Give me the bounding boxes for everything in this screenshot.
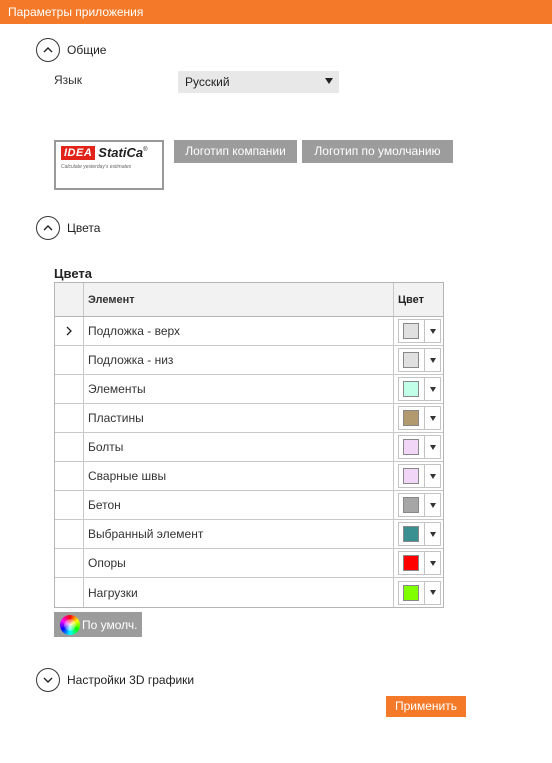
color-cell <box>394 462 443 490</box>
section-general-toggle[interactable] <box>36 38 106 62</box>
row-indicator <box>55 578 84 607</box>
color-picker-dropdown[interactable] <box>398 319 441 343</box>
colors-heading: Цвета <box>54 266 92 281</box>
color-picker-dropdown[interactable] <box>398 377 441 401</box>
company-logo-preview <box>54 140 164 190</box>
color-wheel-icon <box>60 615 80 635</box>
dropdown-arrow-icon <box>430 445 436 450</box>
window-title-bar <box>0 0 552 24</box>
row-indicator <box>55 549 84 577</box>
color-picker-dropdown[interactable] <box>398 551 441 575</box>
row-indicator <box>55 346 84 374</box>
picker-separator <box>424 582 425 604</box>
picker-separator <box>424 436 425 458</box>
color-picker-dropdown[interactable] <box>398 464 441 488</box>
column-header-color[interactable]: Цвет <box>398 293 425 306</box>
chevron-right-icon <box>65 326 73 336</box>
element-name-cell: Нагрузки <box>84 578 394 607</box>
color-cell <box>394 491 443 519</box>
color-swatch <box>403 468 419 484</box>
color-picker-dropdown[interactable] <box>398 581 441 605</box>
element-name-cell: Болты <box>84 433 394 461</box>
logo-statica-text: StatiCa <box>98 145 144 160</box>
color-swatch <box>403 497 419 513</box>
dropdown-arrow-icon <box>430 358 436 363</box>
picker-separator <box>424 320 425 342</box>
row-indicator <box>55 491 84 519</box>
logo-idea-mark: IDEA <box>61 146 95 160</box>
color-cell <box>394 375 443 403</box>
color-swatch <box>403 352 419 368</box>
chevron-up-icon[interactable] <box>36 216 60 240</box>
table-row[interactable] <box>55 346 443 375</box>
row-indicator-header <box>55 283 84 316</box>
picker-separator <box>424 407 425 429</box>
element-name-cell: Подложка - низ <box>84 346 394 374</box>
dropdown-arrow-icon <box>430 416 436 421</box>
dropdown-arrow-icon <box>430 474 436 479</box>
element-name-cell: Подложка - верх <box>84 317 394 345</box>
default-colors-button[interactable] <box>54 612 142 637</box>
color-cell <box>394 404 443 432</box>
element-name-cell: Опоры <box>84 549 394 577</box>
row-indicator <box>55 375 84 403</box>
dropdown-arrow-icon <box>430 503 436 508</box>
picker-separator <box>424 523 425 545</box>
logo-tagline: Calculate yesterday's estimates <box>61 164 132 170</box>
element-name-cell: Пластины <box>84 404 394 432</box>
element-name-cell: Выбранный элемент <box>84 520 394 548</box>
color-picker-dropdown[interactable] <box>398 493 441 517</box>
row-indicator <box>55 462 84 490</box>
colors-table <box>54 282 444 608</box>
logo-registered-mark: ® <box>143 147 148 153</box>
column-header-element[interactable]: Элемент <box>84 283 394 316</box>
company-logo-button[interactable]: Логотип компании <box>174 140 297 163</box>
table-row[interactable] <box>55 462 443 491</box>
color-swatch <box>403 410 419 426</box>
table-row[interactable] <box>55 491 443 520</box>
default-colors-label: По умолч. <box>82 617 138 632</box>
color-picker-dropdown[interactable] <box>398 522 441 546</box>
dropdown-arrow-icon <box>325 78 333 84</box>
color-picker-dropdown[interactable] <box>398 348 441 372</box>
table-row[interactable] <box>55 549 443 578</box>
language-select[interactable] <box>178 71 339 93</box>
color-cell <box>394 346 443 374</box>
row-indicator <box>55 317 84 345</box>
section-general-label: Общие <box>67 43 107 57</box>
row-indicator <box>55 520 84 548</box>
color-picker-dropdown[interactable] <box>398 406 441 430</box>
dropdown-arrow-icon <box>430 329 436 334</box>
logo-brand <box>61 146 157 160</box>
color-cell <box>394 433 443 461</box>
picker-separator <box>424 465 425 487</box>
color-cell <box>394 578 443 607</box>
dropdown-arrow-icon <box>430 387 436 392</box>
table-row[interactable] <box>55 578 443 607</box>
color-cell <box>394 549 443 577</box>
section-colors-label: Цвета <box>67 221 101 235</box>
element-name-cell: Сварные швы <box>84 462 394 490</box>
dropdown-arrow-icon <box>430 532 436 537</box>
table-row[interactable] <box>55 520 443 549</box>
color-swatch <box>403 555 419 571</box>
color-cell <box>394 520 443 548</box>
language-selected-value: Русский <box>185 75 230 89</box>
window-title: Параметры приложения <box>8 5 144 19</box>
picker-separator <box>424 552 425 574</box>
default-logo-button[interactable]: Логотип по умолчанию <box>302 140 453 163</box>
table-row[interactable] <box>55 317 443 346</box>
picker-separator <box>424 494 425 516</box>
color-swatch <box>403 323 419 339</box>
dropdown-arrow-icon <box>430 561 436 566</box>
table-row[interactable] <box>55 404 443 433</box>
chevron-down-icon[interactable] <box>36 668 60 692</box>
section-3d-toggle[interactable] <box>36 668 194 692</box>
color-swatch <box>403 526 419 542</box>
color-swatch <box>403 439 419 455</box>
row-indicator <box>55 404 84 432</box>
table-row[interactable] <box>55 433 443 462</box>
section-3d-label: Настройки 3D графики <box>67 673 195 687</box>
apply-button[interactable]: Применить <box>386 696 466 717</box>
element-name-cell: Элементы <box>84 375 394 403</box>
row-indicator <box>55 433 84 461</box>
dropdown-arrow-icon <box>430 590 436 595</box>
section-colors-toggle[interactable] <box>36 216 100 240</box>
color-cell <box>394 317 443 345</box>
table-header <box>55 283 443 317</box>
chevron-up-icon[interactable] <box>36 38 60 62</box>
color-swatch <box>403 585 419 601</box>
table-row[interactable] <box>55 375 443 404</box>
picker-separator <box>424 378 425 400</box>
element-name-cell: Бетон <box>84 491 394 519</box>
language-label: Язык <box>54 73 83 87</box>
picker-separator <box>424 349 425 371</box>
color-picker-dropdown[interactable] <box>398 435 441 459</box>
color-swatch <box>403 381 419 397</box>
